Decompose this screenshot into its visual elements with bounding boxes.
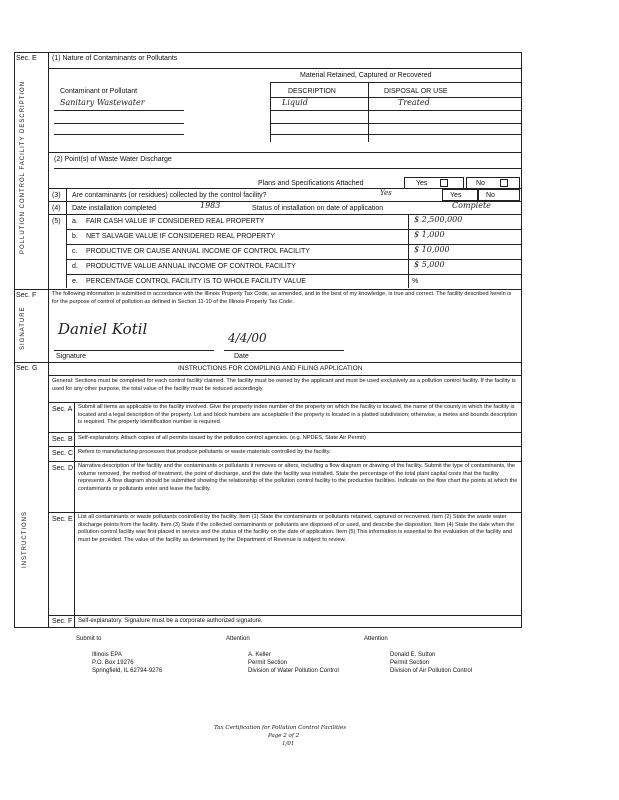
q5a-label: FAIR CASH VALUE IF CONSIDERED REAL PROPERTY (86, 218, 265, 225)
specs-yes-label: Yes (416, 180, 428, 187)
q3-no: No (486, 192, 495, 199)
q5d-num: d. (72, 263, 78, 270)
signature-hw: Daniel Kotil (58, 320, 148, 338)
q5b-value: $ 1,000 (414, 230, 445, 239)
sec-e-label: Sec. E (16, 55, 37, 62)
row1-description: Liquid (282, 98, 308, 107)
sec-f-statement: The following information is submitted in accordance with the Illinois Property Tax Code, as amended, and to the best of my knowledge, is true and correct. The facility described herein is for the purpose of control of pollution as defined in Section 11-10 of the Illinois Property Tax Code. (52, 291, 512, 305)
material-header: Material Retained, Captured or Recovered (300, 72, 432, 79)
q5c-value: $ 10,000 (414, 245, 450, 254)
sec-f-label: Sec. F (16, 292, 37, 299)
q3-answer: Yes (380, 189, 392, 197)
q5c-num: c. (72, 248, 78, 255)
footer-line2: Page 2 of 2 (268, 733, 300, 739)
submit-addr1: P.O. Box 19276 (92, 660, 134, 666)
submit-name: Illinois EPA (92, 652, 122, 658)
submit-addr2: Springfield, IL 62794-9276 (92, 668, 163, 674)
item2-label: (2) Point(s) of Waste Water Discharge (54, 156, 172, 163)
num-5: (5) (52, 218, 61, 225)
q5a-num: a. (72, 218, 78, 225)
sec-d-text: Narrative description of the facility and the contaminants or pollutants it removes or alters, including a flow diagram or drawing of the facility. Submit the type of contaminants, the volume removed, the method of treatment, the point of discharge, and the date the facility was installed. State the percentage of the total plant capital costs that the facility represents. A flow diagram should be submitted showing the relationship of the pollution control facility to the productive facilities. Indicate on the flow chart the points at which the contaminants or pollutants enter and leave the facility. (78, 463, 518, 492)
specs-attached-label: Plans and Specifications Attached (258, 180, 364, 187)
row1-disposal: Treated (398, 98, 430, 107)
attn2-l2: Permit Section (390, 660, 430, 666)
submit-label: Submit to (76, 636, 102, 642)
q4-answer: 1983 (200, 201, 221, 210)
date-hw: 4/4/00 (228, 331, 267, 345)
q3-label: Are contaminants (or residues) collected by the control facility? (72, 192, 267, 199)
disposal-col: DISPOSAL OR USE (384, 88, 448, 95)
sec-g-label: Sec. G (16, 365, 38, 372)
specs-no-label: No (476, 180, 485, 187)
q5e-label: PERCENTAGE CONTROL FACILITY IS TO WHOLE FACILITY VALUE (86, 278, 306, 285)
item1-label: (1) Nature of Contaminants or Pollutants (52, 55, 178, 62)
footer-line3: 1/01 (282, 741, 295, 747)
attn1-label: Attention (226, 636, 250, 642)
row1-contaminant: Sanitary Wastewater (60, 98, 145, 107)
contaminant-col: Contaminant or Pollutant (60, 88, 138, 95)
q4-label: Date installation completed (72, 205, 157, 212)
attn1-name: A. Keller (248, 652, 271, 658)
sec-b-label: Sec. B (52, 436, 73, 443)
sec-a-text: Submit all items as applicable to the facility involved. Give the property index number of the property on which the facility is located, the name of the county in which the facility is located and a legal description of the property. Lot and block numbers are acceptable if the property is located in a platted subdivision; otherwise, a metes and bounds description is required. The property identification number is required. (78, 404, 518, 426)
sec-b-text: Self-explanatory. Attach copies of all permits issued by the pollution control agencies. (e.g. NPDES, State Air Permit) (78, 435, 366, 441)
num-3: (3) (52, 192, 61, 199)
sec-d-label: Sec. D (52, 465, 74, 472)
q5a-value: $ 2,500,000 (414, 215, 463, 224)
general-text: General: Sections must be completed for each control facility claimed. The facility must be owned by the applicant and must be used exclusively as a pollution control facility. If the facility is used for any other purpose, the total value of the facility must be reduced accordingly. (52, 378, 516, 392)
footer-line1: Tax Certification for Pollution Control Facilities (214, 725, 347, 731)
date-label: Date (234, 353, 249, 360)
sec-f-instr-text: Self-explanatory. Signature must be a corporate authorized signature. (78, 618, 263, 624)
sec-f-instr-label: Sec. F (52, 618, 73, 625)
sec-g-side-label: INSTRUCTIONS (22, 511, 28, 568)
sec-f-side-label: SIGNATURE (20, 306, 26, 350)
q5e-num: e. (72, 278, 78, 285)
attn2-name: Donald E. Sutton (390, 652, 436, 658)
sec-e-instr-text: List all contaminants or waste pollutants controlled by the facility. Item (1) State the contaminants or pollutants retained, captured or recovered. Item (2) State the waste water discharge points from the facility. Item (3) State if the collected contaminants or pollutants are disposed of or used, and describe the disposition. Item (4) State the date when the pollution control facility was first placed in service and the status of the facility on the date of application. Item (5) This information is essential to the evaluation of the facility and must be provided. The value of the facility as determined by the Department of Revenue is subject to review. (78, 514, 515, 543)
signature-label: Signature (56, 353, 86, 360)
q4-status-answer: Complete (452, 201, 491, 210)
attn2-label: Attention (364, 636, 388, 642)
q5b-num: b. (72, 233, 78, 240)
q5e-value: % (412, 278, 419, 285)
q5d-label: PRODUCTIVE VALUE ANNUAL INCOME OF CONTROL FACILITY (86, 263, 296, 270)
sec-c-text: Refers to manufacturing processes that produce pollutants or waste materials controlled by the facility. (78, 449, 331, 455)
specs-yes-checkbox[interactable] (440, 179, 448, 187)
q5b-label: NET SALVAGE VALUE IF CONSIDERED REAL PROPERTY (86, 233, 275, 240)
sec-e-side-label: POLLUTION CONTROL FACILITY DESCRIPTION (20, 80, 26, 254)
q5d-value: $ 5,000 (414, 260, 445, 269)
q4-status-label: Status of installation on date of application (252, 205, 384, 212)
num-4: (4) (52, 205, 61, 212)
q3-yes: Yes (450, 192, 462, 199)
instructions-title: INSTRUCTIONS FOR COMPILING AND FILING APPLICATION (178, 365, 363, 372)
sec-a-label: Sec. A (52, 406, 73, 413)
sec-e-instr-label: Sec. E (52, 516, 73, 523)
specs-no-checkbox[interactable] (500, 179, 508, 187)
q5c-label: PRODUCTIVE OR CAUSE ANNUAL INCOME OF CONTROL FACILITY (86, 248, 310, 255)
sec-c-label: Sec. C (52, 450, 74, 457)
attn2-l3: Division of Air Pollution Control (390, 668, 473, 674)
attn1-l2: Permit Section (248, 660, 288, 666)
description-col: DESCRIPTION (288, 88, 336, 95)
attn1-l3: Division of Water Pollution Control (248, 668, 339, 674)
